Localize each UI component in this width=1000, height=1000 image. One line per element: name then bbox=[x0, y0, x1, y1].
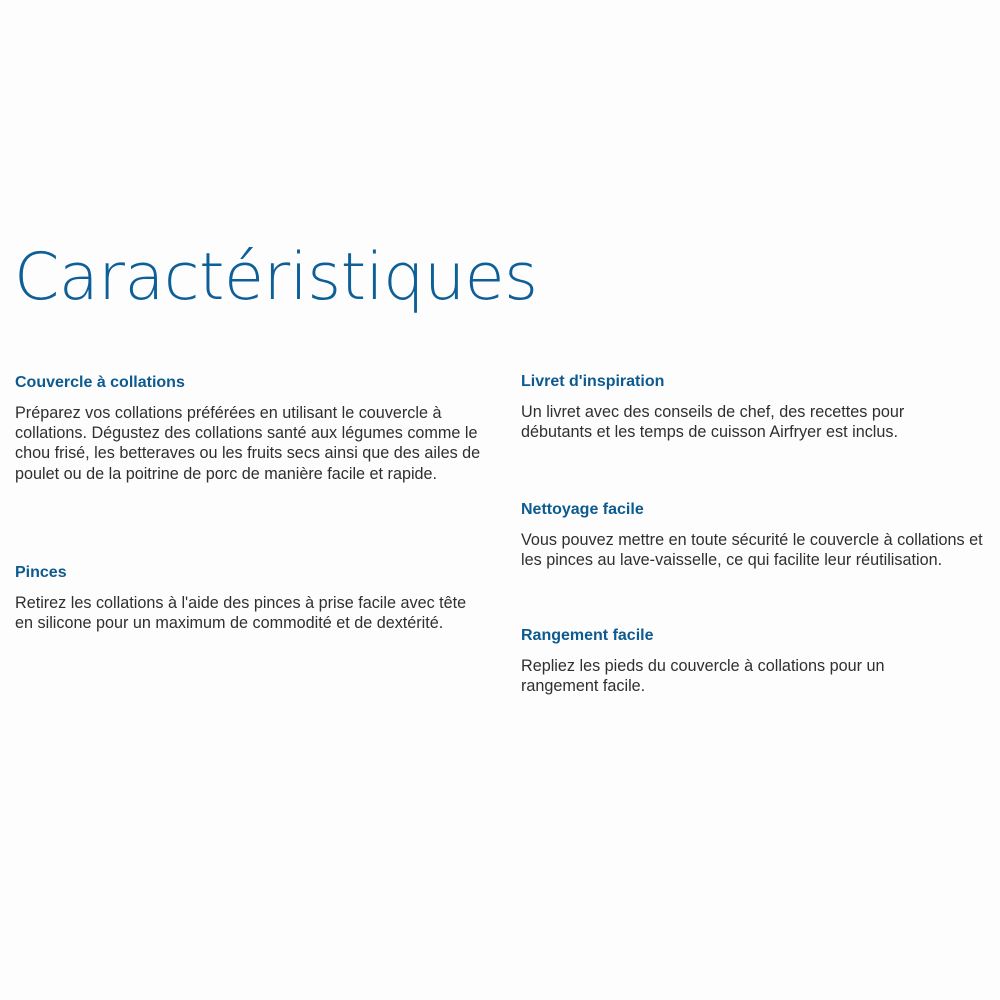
page-title: Caractéristiques bbox=[14, 240, 538, 315]
feature-heading: Nettoyage facile bbox=[521, 501, 644, 518]
feature-snack-lid bbox=[15, 373, 515, 484]
feature-heading: Couvercle à collations bbox=[15, 374, 185, 391]
feature-inspiration-booklet bbox=[521, 372, 961, 442]
feature-description: Vous pouvez mettre en toute sécurité le couvercle à collations et les pinces au lave-vaisselle, ce qui facilite leur réutilisation. bbox=[521, 531, 983, 570]
feature-description: Un livret avec des conseils de chef, des recettes pour débutants et les temps de cuisson Airfryer est inclus. bbox=[521, 403, 905, 442]
feature-easy-cleaning bbox=[521, 500, 991, 570]
feature-description: Préparez vos collations préférées en utilisant le couvercle à collations. Dégustez des collations santé aux légumes comme le chou frisé, les betteraves ou les fruits secs ainsi que des ailes de poulet ou de la poitrine de porc de manière facile et rapide. bbox=[15, 404, 481, 483]
feature-tongs bbox=[15, 563, 485, 633]
feature-description: Retirez les collations à l'aide des pinces à prise facile avec tête en silicone pour un maximum de commodité et de dextérité. bbox=[15, 594, 467, 633]
feature-heading: Pinces bbox=[15, 564, 67, 581]
feature-description: Repliez les pieds du couvercle à collations pour un rangement facile. bbox=[521, 657, 885, 696]
feature-heading: Rangement facile bbox=[521, 627, 654, 644]
feature-heading: Livret d'inspiration bbox=[521, 373, 665, 390]
feature-easy-storage bbox=[521, 626, 941, 696]
